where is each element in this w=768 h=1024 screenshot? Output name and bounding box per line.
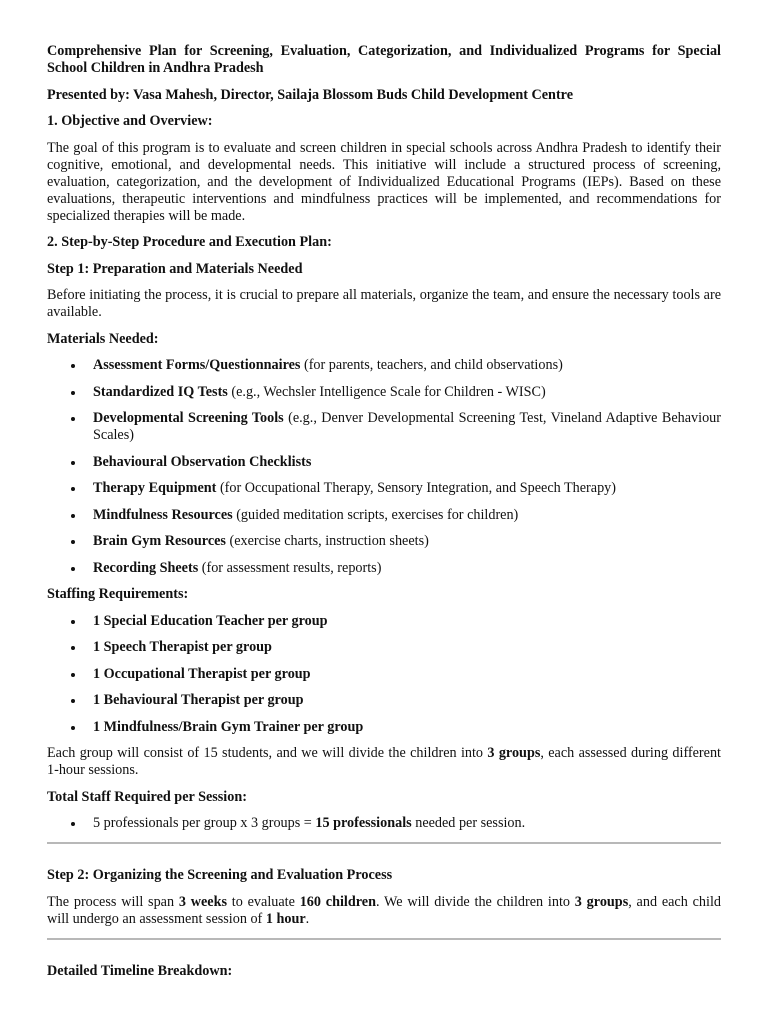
list-item <box>93 357 721 374</box>
staffing-list <box>47 613 721 736</box>
material-name: Standardized IQ Tests <box>93 383 228 400</box>
section-procedure-heading: 2. Step-by-Step Procedure and Execution Plan: <box>47 234 332 250</box>
total-staff-heading: Total Staff Required per Session: <box>47 788 247 805</box>
material-detail: (e.g., Denver Developmental Screening Test, Vineland Adaptive Behaviour Scales) <box>93 410 721 443</box>
material-name: Behavioural Observation Checklists <box>93 453 312 470</box>
step2-heading: Step 2: Organizing the Screening and Evaluation Process <box>47 867 393 883</box>
section-divider <box>47 938 721 940</box>
materials-heading: Materials Needed: <box>47 330 159 347</box>
timeline-heading: Detailed Timeline Breakdown: <box>47 962 233 979</box>
list-item <box>93 480 721 497</box>
text-span: needed per session. <box>411 815 526 831</box>
emphasis: 160 children <box>299 893 376 910</box>
text-span: Each group will consist of 15 students, and we will divide the children into <box>47 745 488 761</box>
groups-paragraph <box>47 745 721 779</box>
list-item <box>93 560 721 577</box>
list-item: 1 Behavioural Therapist per group <box>93 692 721 709</box>
step1-intro: Before initiating the process, it is crucial to prepare all materials, organize the team, and ensure the necessary tools are available. <box>47 287 721 320</box>
emphasis: 3 groups <box>574 893 629 910</box>
material-detail: (for parents, teachers, and child observations) <box>300 357 563 373</box>
material-name: Therapy Equipment <box>93 480 217 496</box>
material-detail: (for assessment results, reports) <box>198 559 382 576</box>
list-item <box>93 410 721 444</box>
material-name: Recording Sheets <box>93 559 199 576</box>
total-staff-list <box>47 815 721 832</box>
step1-heading: Step 1: Preparation and Materials Needed <box>47 260 303 277</box>
material-name: Mindfulness Resources <box>93 506 233 523</box>
materials-list <box>47 357 721 577</box>
material-detail: (guided meditation scripts, exercises for children) <box>232 506 519 523</box>
section-objective-body: The goal of this program is to evaluate and screen children in special schools across Andhra Pradesh to identify their cognitive, emotional, and developmental needs. This initiative will include a structured process of screening, evaluation, categorization, and the development of Individualized Educational Programs (IEPs). Based on these evaluations, therapeutic interventions and mindfulness practices will be implemented, and recommendations for specialized therapies will be made. <box>47 139 721 224</box>
list-item: 1 Occupational Therapist per group <box>93 666 721 683</box>
material-name: Assessment Forms/Questionnaires <box>93 357 301 373</box>
material-detail: (exercise charts, instruction sheets) <box>225 533 429 549</box>
section-divider <box>47 842 721 844</box>
text-span: to evaluate <box>227 893 300 910</box>
staffing-heading: Staffing Requirements: <box>47 586 189 602</box>
material-detail: (for Occupational Therapy, Sensory Integration, and Speech Therapy) <box>216 480 616 496</box>
text-span: . <box>305 910 310 927</box>
step2-body <box>47 894 721 928</box>
list-item <box>93 384 721 401</box>
list-item: 1 Speech Therapist per group <box>93 639 721 656</box>
material-name: Brain Gym Resources <box>93 533 226 549</box>
section-objective-heading: 1. Objective and Overview: <box>47 113 213 129</box>
list-item <box>93 507 721 524</box>
material-detail: (e.g., Wechsler Intelligence Scale for Children - WISC) <box>227 383 546 400</box>
list-item: 1 Special Education Teacher per group <box>93 613 721 630</box>
text-span: 5 professionals per group x 3 groups = <box>93 815 316 831</box>
presenter-line: Presented by: Vasa Mahesh, Director, Sailaja Blossom Buds Child Development Centre <box>47 86 574 103</box>
emphasis: 3 groups <box>487 745 541 761</box>
list-item: 1 Mindfulness/Brain Gym Trainer per group <box>93 719 721 736</box>
text-span: . We will divide the children into <box>375 893 575 910</box>
text-span: , each assessed during different 1-hour sessions. <box>47 745 721 778</box>
text-span: , and each child will undergo an assessment session of <box>47 893 721 927</box>
material-name: Developmental Screening Tools <box>93 410 284 426</box>
list-item <box>93 454 721 471</box>
document-title: Comprehensive Plan for Screening, Evaluation, Categorization, and Individualized Programs for Special School Children in Andhra Pradesh <box>47 43 721 76</box>
emphasis: 3 weeks <box>178 893 228 910</box>
emphasis: 1 hour <box>265 910 306 927</box>
list-item <box>93 533 721 550</box>
list-item <box>93 815 721 832</box>
emphasis: 15 professionals <box>315 815 412 831</box>
text-span: The process will span <box>47 893 179 910</box>
